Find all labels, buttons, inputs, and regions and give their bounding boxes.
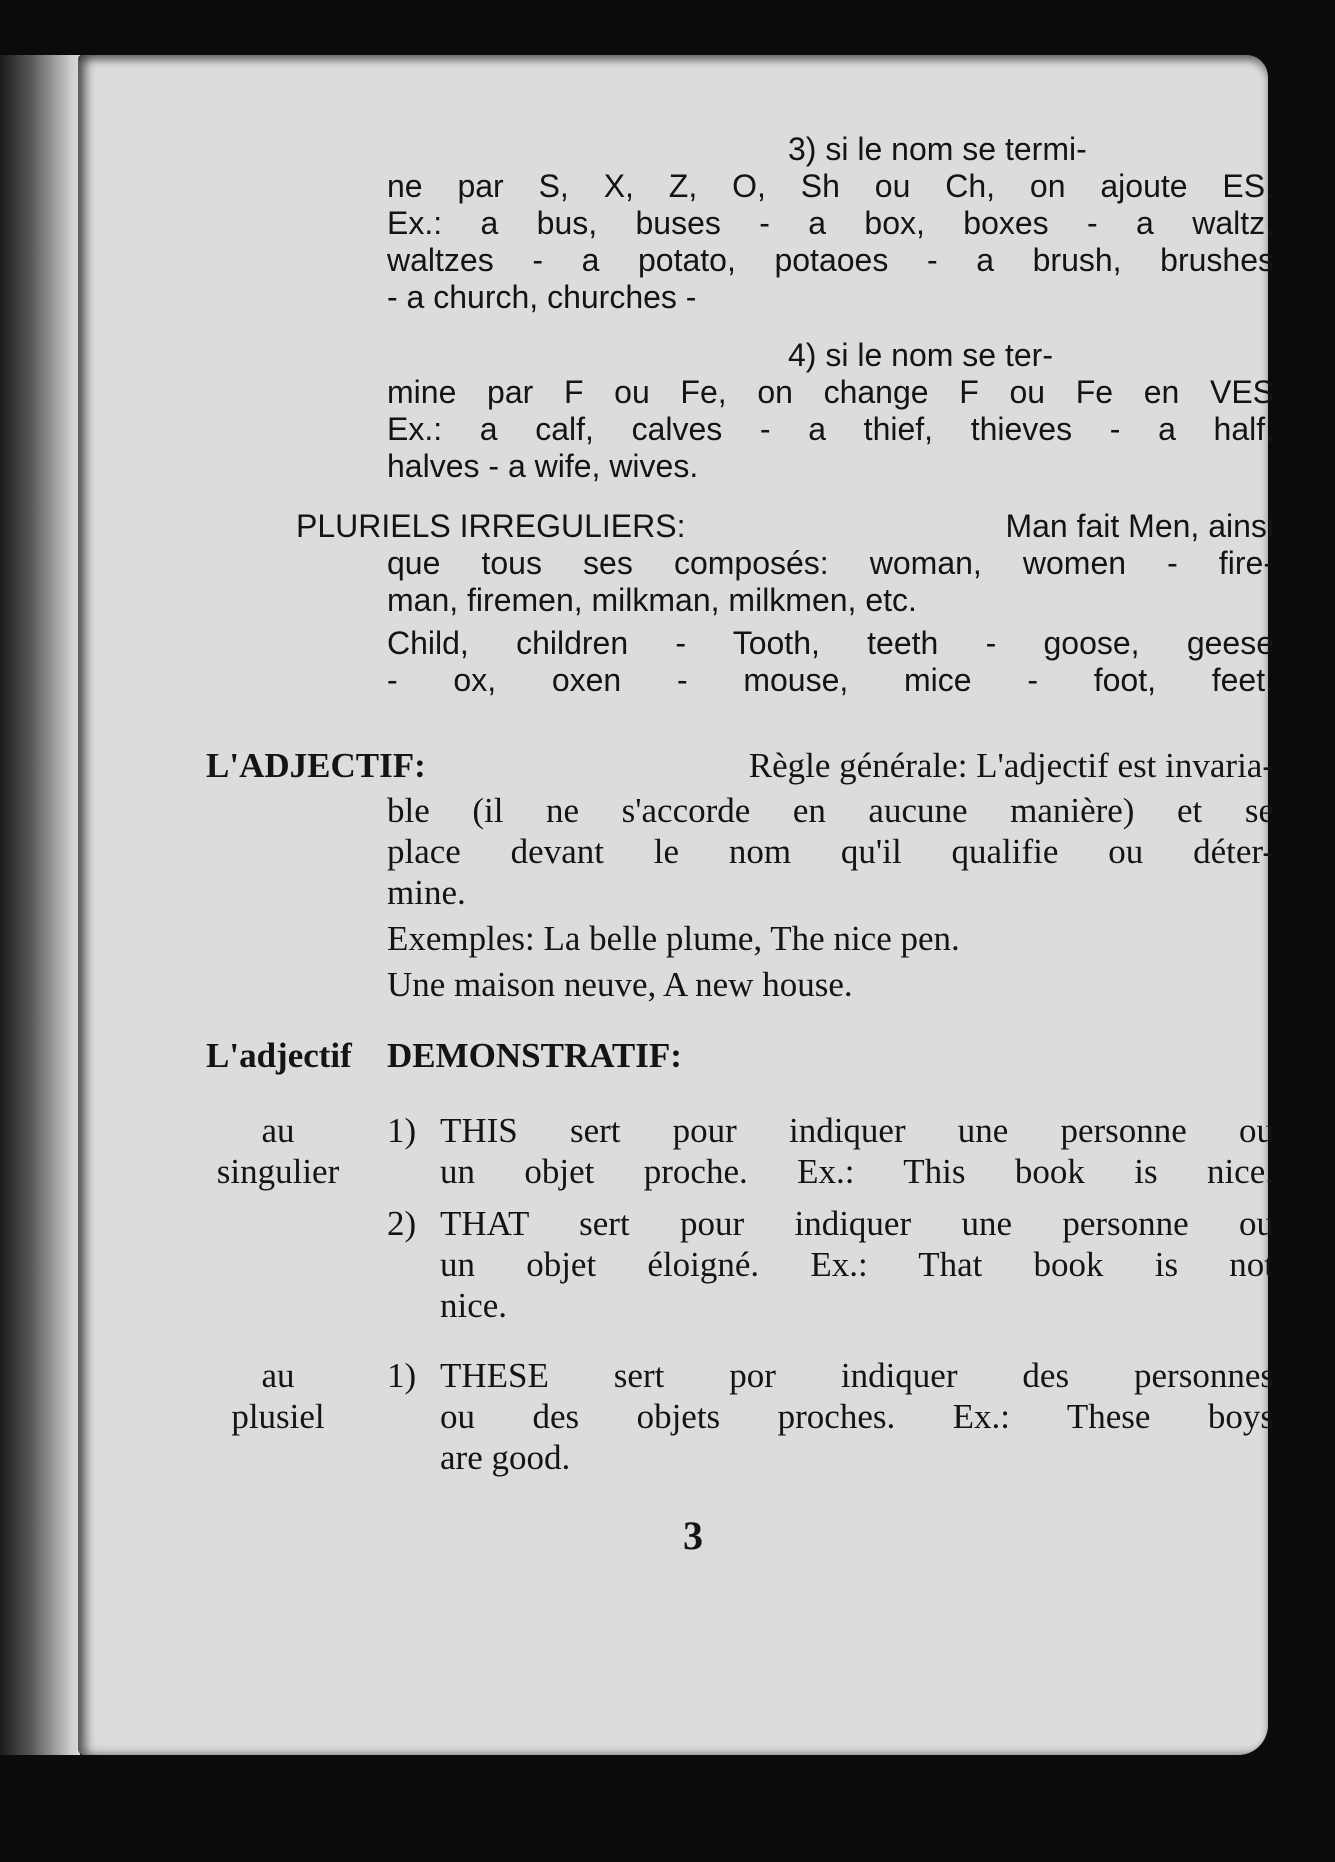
item1-line1: THIS sert pour indiquer une personne ou: [440, 1111, 1274, 1150]
adjective-example2: Une maison neuve, A new house.: [387, 965, 853, 1004]
item3-line2: ou des objets proches. Ex.: These boys: [440, 1397, 1274, 1436]
rule3-line4: waltzes - a potato, potaoes - a brush, brushes: [387, 242, 1274, 278]
item1-line2: un objet proche. Ex.: This book is nice.: [440, 1152, 1274, 1191]
rule3-line1: 3) si le nom se termi-: [788, 131, 1087, 167]
irregular-heading: PLURIELS IRREGULIERS:: [296, 508, 686, 544]
item3-line1: THESE sert por indiquer des personnes: [440, 1356, 1274, 1395]
irregular-line2: que tous ses composés: woman, women - fire-: [387, 545, 1274, 581]
irregular-line5: - ox, oxen - mouse, mice - foot, feet.: [387, 662, 1274, 698]
plural-label: plusiel: [231, 1397, 325, 1436]
adjective-heading: L'ADJECTIF:: [206, 746, 426, 785]
rule4-line3: Ex.: a calf, calves - a thief, thieves - a half,: [387, 411, 1274, 447]
rule3-line2: ne par S, X, Z, O, Sh ou Ch, on ajoute ES.: [387, 168, 1274, 204]
item1-number: 1): [387, 1111, 417, 1150]
adjective-line2: ble (il ne s'accorde en aucune manière) et se: [387, 791, 1274, 830]
rule3-line3: Ex.: a bus, buses - a box, boxes - a waltz,: [387, 205, 1274, 241]
demonstrative-heading-part2: DEMONSTRATIF:: [387, 1036, 682, 1075]
singular-label: singulier: [216, 1152, 340, 1191]
binding-edge: [0, 55, 80, 1755]
irregular-line3: man, firemen, milkman, milkmen, etc.: [387, 582, 917, 618]
page-number: 3: [683, 1513, 703, 1558]
adjective-example1: Exemples: La belle plume, The nice pen.: [387, 919, 960, 958]
adjective-line4: mine.: [387, 873, 466, 912]
rule4-line1: 4) si le nom se ter-: [788, 337, 1053, 373]
item2-line2: un objet éloigné. Ex.: That book is not: [440, 1245, 1274, 1284]
item3-number: 1): [387, 1356, 417, 1395]
demonstrative-heading-part1: L'adjectif: [206, 1036, 352, 1075]
plural-label-au: au: [261, 1356, 295, 1395]
book-page: [78, 55, 1274, 1755]
irregular-line1: Man fait Men, ainsi: [1005, 508, 1274, 544]
irregular-line4: Child, children - Tooth, teeth - goose, geese: [387, 625, 1274, 661]
item2-number: 2): [387, 1204, 417, 1243]
rule4-line4: halves - a wife, wives.: [387, 448, 699, 484]
item2-line3: nice.: [440, 1286, 508, 1325]
item2-line1: THAT sert pour indiquer une personne ou: [440, 1204, 1274, 1243]
rule3-line5: - a church, churches -: [387, 279, 697, 315]
rule4-line2: mine par F ou Fe, on change F ou Fe en VES: [387, 374, 1274, 410]
adjective-line3: place devant le nom qu'il qualifie ou déter-: [387, 832, 1274, 871]
adjective-line1: Règle générale: L'adjectif est invaria-: [748, 746, 1274, 785]
item3-line3: are good.: [440, 1438, 571, 1477]
singular-label-au: au: [261, 1111, 295, 1150]
